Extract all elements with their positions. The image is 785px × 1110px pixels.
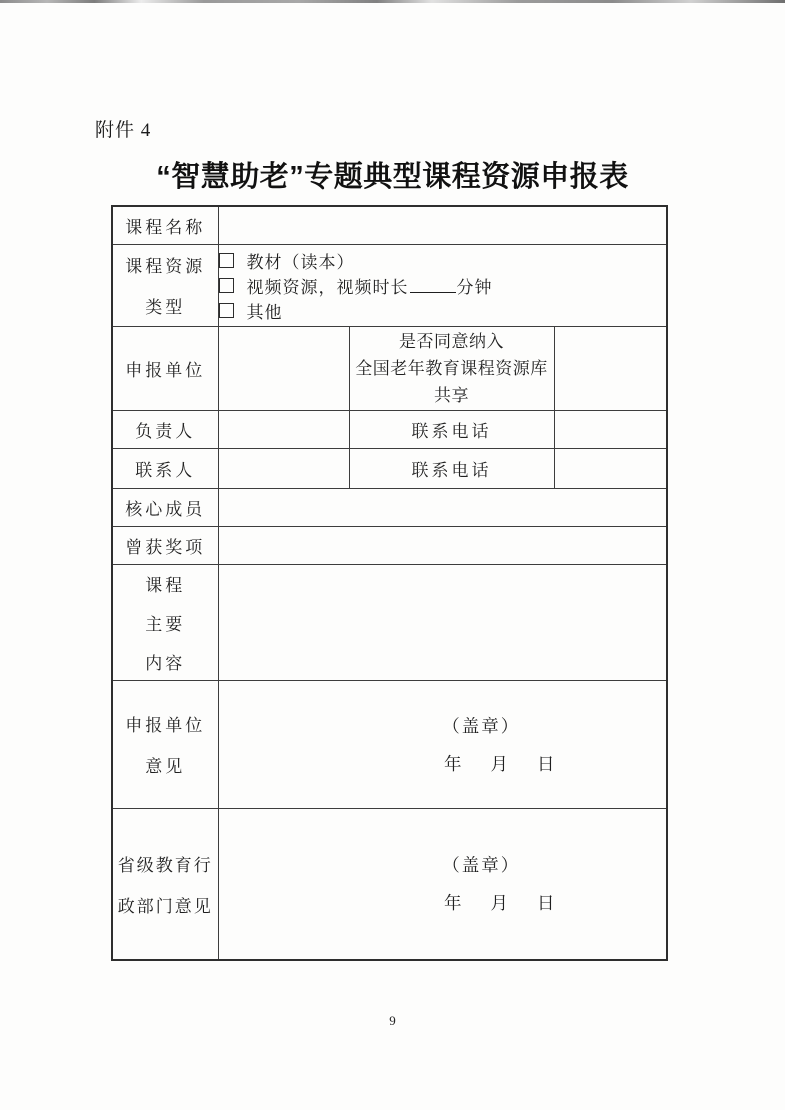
unit-opinion-label-line2: 意见 (145, 757, 186, 776)
option-textbook (219, 248, 667, 272)
unit-opinion-cell (218, 680, 667, 808)
unit-opinion-label (112, 680, 218, 808)
option-other-label: 其他 (246, 302, 283, 322)
option-video-suffix: 分钟 (456, 277, 493, 297)
unit-opinion-seal-text: （盖章） (442, 715, 521, 736)
scan-artifact-line (0, 0, 785, 3)
date-day-label: 日 (537, 893, 555, 914)
date-month-label: 月 (490, 893, 508, 914)
course-content-input-cell[interactable] (218, 564, 667, 680)
contact-phone-label: 联系电话 (349, 448, 554, 488)
table-row-core-members (112, 488, 667, 526)
awards-input-cell[interactable] (218, 526, 667, 564)
course-content-label-line1: 课程 (145, 575, 186, 595)
option-other (219, 298, 667, 322)
share-question-line3: 共享 (434, 385, 469, 405)
provincial-opinion-cell (218, 808, 667, 960)
table-row-resource-type (112, 244, 667, 326)
page-number: 9 (389, 1013, 396, 1028)
date-month-label: 月 (490, 753, 508, 774)
unit-opinion-label-line1: 申报单位 (125, 716, 206, 735)
table-row-contact (112, 448, 667, 488)
option-video-prefix: 视频资源，视频时长 (246, 277, 409, 297)
checkbox-textbook[interactable] (219, 253, 234, 268)
contact-input-cell[interactable] (218, 448, 349, 488)
leader-label: 负责人 (112, 410, 218, 448)
provincial-opinion-date-line (444, 890, 555, 915)
applicant-unit-input-cell[interactable] (218, 326, 349, 410)
share-question-line1: 是否同意纳入 (399, 331, 504, 351)
course-content-label-line3: 内容 (145, 653, 186, 673)
table-row-course-content (112, 564, 667, 680)
leader-phone-input-cell[interactable] (554, 410, 667, 448)
leader-input-cell[interactable] (218, 410, 349, 448)
unit-opinion-date-line (444, 751, 555, 776)
share-answer-input-cell[interactable] (554, 326, 667, 410)
option-textbook-label: 教材（读本） (246, 252, 355, 272)
date-year-label: 年 (444, 753, 462, 774)
course-name-input-cell[interactable] (218, 206, 667, 244)
application-form-table (111, 205, 668, 961)
course-name-label: 课程名称 (112, 206, 218, 244)
provincial-opinion-seal-text: （盖章） (442, 855, 521, 876)
attachment-label: 附件 4 (95, 120, 152, 141)
video-duration-blank-field[interactable] (410, 277, 456, 293)
contact-phone-input-cell[interactable] (554, 448, 667, 488)
table-row-applicant-unit (112, 326, 667, 410)
table-row-leader (112, 410, 667, 448)
checkbox-video[interactable] (219, 278, 234, 293)
share-question-line2: 全国老年教育课程资源库 (355, 358, 548, 378)
option-video (219, 273, 667, 297)
share-question-cell (349, 326, 554, 410)
table-row-provincial-opinion (112, 808, 667, 960)
resource-type-options-cell (218, 244, 667, 326)
page-title: “智慧助老”专题典型课程资源申报表 (156, 161, 629, 193)
leader-phone-label: 联系电话 (349, 410, 554, 448)
table-row-unit-opinion (112, 680, 667, 808)
core-members-input-cell[interactable] (218, 488, 667, 526)
course-content-label (112, 564, 218, 680)
applicant-unit-label: 申报单位 (112, 326, 218, 410)
provincial-opinion-label-line1: 省级教育行 (117, 855, 213, 875)
resource-type-label-line2: 类型 (145, 298, 186, 317)
core-members-label: 核心成员 (112, 488, 218, 526)
resource-type-label (112, 244, 218, 326)
contact-label: 联系人 (112, 448, 218, 488)
provincial-opinion-label (112, 808, 218, 960)
provincial-opinion-label-line2: 政部门意见 (117, 896, 213, 916)
awards-label: 曾获奖项 (112, 526, 218, 564)
table-row-awards (112, 526, 667, 564)
date-year-label: 年 (444, 893, 462, 914)
course-content-label-line2: 主要 (145, 614, 186, 634)
date-day-label: 日 (537, 753, 555, 774)
table-row-course-name (112, 206, 667, 244)
resource-type-label-line1: 课程资源 (125, 257, 206, 276)
checkbox-other[interactable] (219, 303, 234, 318)
